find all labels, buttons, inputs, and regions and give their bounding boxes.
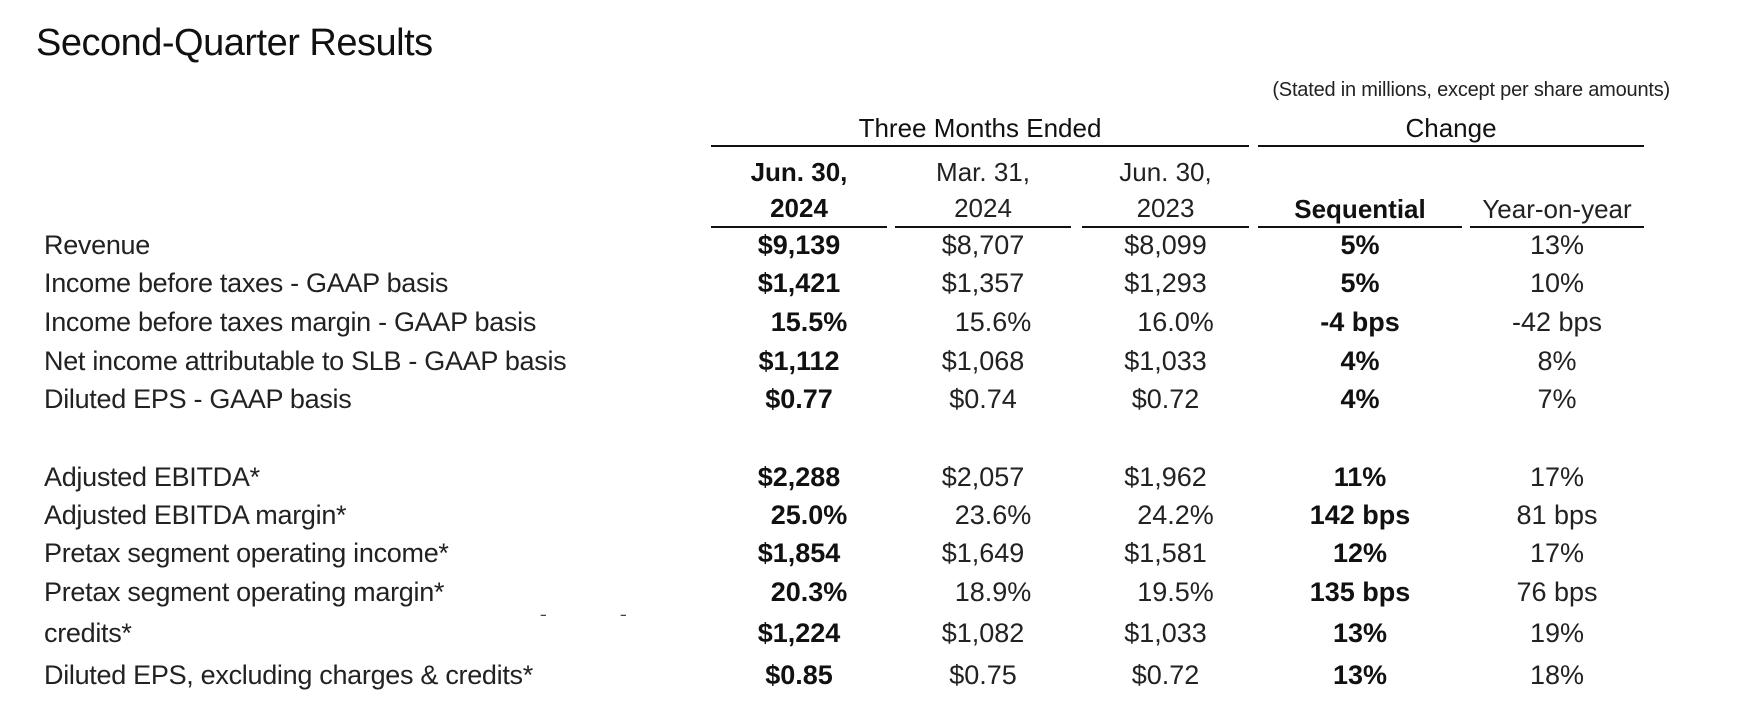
row-label: Income before taxes - GAAP basis: [44, 268, 449, 298]
table-cell: 142 bps: [1309, 500, 1411, 530]
page-title: Second-Quarter Results: [36, 22, 433, 64]
table-cell: $1,649: [941, 538, 1025, 568]
table-cell: 20.3%: [770, 577, 848, 607]
col-header-line2: 2024: [954, 193, 1012, 223]
table-cell: 7%: [1537, 384, 1577, 414]
row-label: Adjusted EBITDA*: [44, 462, 260, 492]
table-cell: 13%: [1332, 660, 1388, 690]
table-cell: 11%: [1333, 462, 1387, 492]
table-cell: $1,421: [757, 268, 841, 298]
table-cell: 25.0%: [770, 500, 848, 530]
table-cell: -42 bps: [1511, 307, 1603, 337]
table-cell: 19%: [1529, 618, 1585, 648]
table-cell: 5%: [1340, 230, 1380, 260]
table-cell: $1,082: [941, 618, 1025, 648]
table-cell: 17%: [1529, 462, 1585, 492]
table-cell: $0.72: [1131, 384, 1200, 414]
row-label: Diluted EPS, excluding charges & credits*: [44, 660, 533, 690]
overlap-artifact: ˍ: [620, 596, 627, 618]
table-cell: $2,288: [757, 462, 841, 492]
row-label: Revenue: [44, 230, 150, 260]
col-header-line2: 2023: [1136, 193, 1195, 223]
table-cell: 24.2%: [1137, 500, 1214, 530]
units-note: (Stated in millions, except per share amounts): [1272, 79, 1670, 101]
table-cell: 23.6%: [954, 500, 1032, 530]
table-cell: $1,224: [757, 618, 841, 648]
row-label: Income before taxes margin - GAAP basis: [44, 307, 537, 337]
col-header-line1: Jun. 30,: [750, 157, 848, 187]
table-cell: $1,581: [1124, 538, 1207, 568]
table-cell: 10%: [1529, 268, 1585, 298]
change-header: Change: [1258, 113, 1644, 147]
overlap-artifact: ˍ: [540, 596, 547, 618]
table-cell: 5%: [1340, 268, 1380, 298]
col-header-jun-2023: [1082, 154, 1249, 228]
table-cell: $8,099: [1124, 230, 1207, 260]
table-cell: $1,293: [1124, 268, 1207, 298]
table-cell: 17%: [1529, 538, 1585, 568]
table-cell: 16.0%: [1137, 307, 1214, 337]
row-label: Adjusted EBITDA margin*: [44, 500, 347, 530]
table-cell: $0.72: [1131, 660, 1200, 690]
col-header-line1: Mar. 31,: [936, 157, 1030, 187]
col-header-mar-2024: [895, 154, 1071, 228]
col-header-line2: 2024: [770, 193, 828, 223]
row-label: Diluted EPS - GAAP basis: [44, 384, 352, 414]
col-header-year-on-year: [1470, 154, 1644, 228]
table-cell: $0.77: [765, 384, 833, 414]
table-cell: $0.85: [765, 660, 833, 690]
col-header-sequential: [1258, 154, 1462, 228]
table-cell: 8%: [1537, 346, 1577, 376]
table-cell: 135 bps: [1309, 577, 1411, 607]
three-months-ended-header: Three Months Ended: [711, 113, 1249, 147]
table-cell: 19.5%: [1137, 577, 1214, 607]
table-cell: 76 bps: [1516, 577, 1598, 607]
col-header-line1: Jun. 30,: [1119, 157, 1212, 187]
row-label: credits*: [44, 618, 132, 648]
row-label: Pretax segment operating income*: [44, 538, 449, 568]
col-header-line2: Year-on-year: [1482, 194, 1632, 224]
table-cell: $1,962: [1124, 462, 1207, 492]
table-cell: 4%: [1340, 384, 1380, 414]
table-cell: $1,068: [941, 346, 1025, 376]
table-cell: $0.75: [949, 660, 1017, 690]
table-cell: $1,854: [757, 538, 841, 568]
table-cell: 18%: [1529, 660, 1585, 690]
table-cell: 12%: [1332, 538, 1388, 568]
table-cell: 81 bps: [1516, 500, 1598, 530]
table-cell: $9,139: [757, 230, 841, 260]
table-cell: $0.74: [949, 384, 1017, 414]
table-cell: 13%: [1332, 618, 1388, 648]
table-cell: 15.5%: [770, 307, 848, 337]
table-cell: -4 bps: [1320, 307, 1400, 337]
col-header-jun-2024: [711, 154, 887, 228]
table-cell: $1,033: [1124, 346, 1207, 376]
row-label: Net income attributable to SLB - GAAP basis: [44, 346, 567, 376]
table-cell: $2,057: [941, 462, 1025, 492]
table-cell: $1,112: [758, 346, 840, 376]
table-cell: 18.9%: [954, 577, 1032, 607]
table-cell: $1,357: [941, 268, 1025, 298]
table-cell: 4%: [1340, 346, 1380, 376]
table-cell: $8,707: [941, 230, 1025, 260]
table-cell: 15.6%: [954, 307, 1032, 337]
col-header-line2: Sequential: [1294, 194, 1426, 224]
table-cell: 13%: [1529, 230, 1585, 260]
row-label: Pretax segment operating margin*: [44, 577, 445, 607]
table-cell: $1,033: [1124, 618, 1207, 648]
